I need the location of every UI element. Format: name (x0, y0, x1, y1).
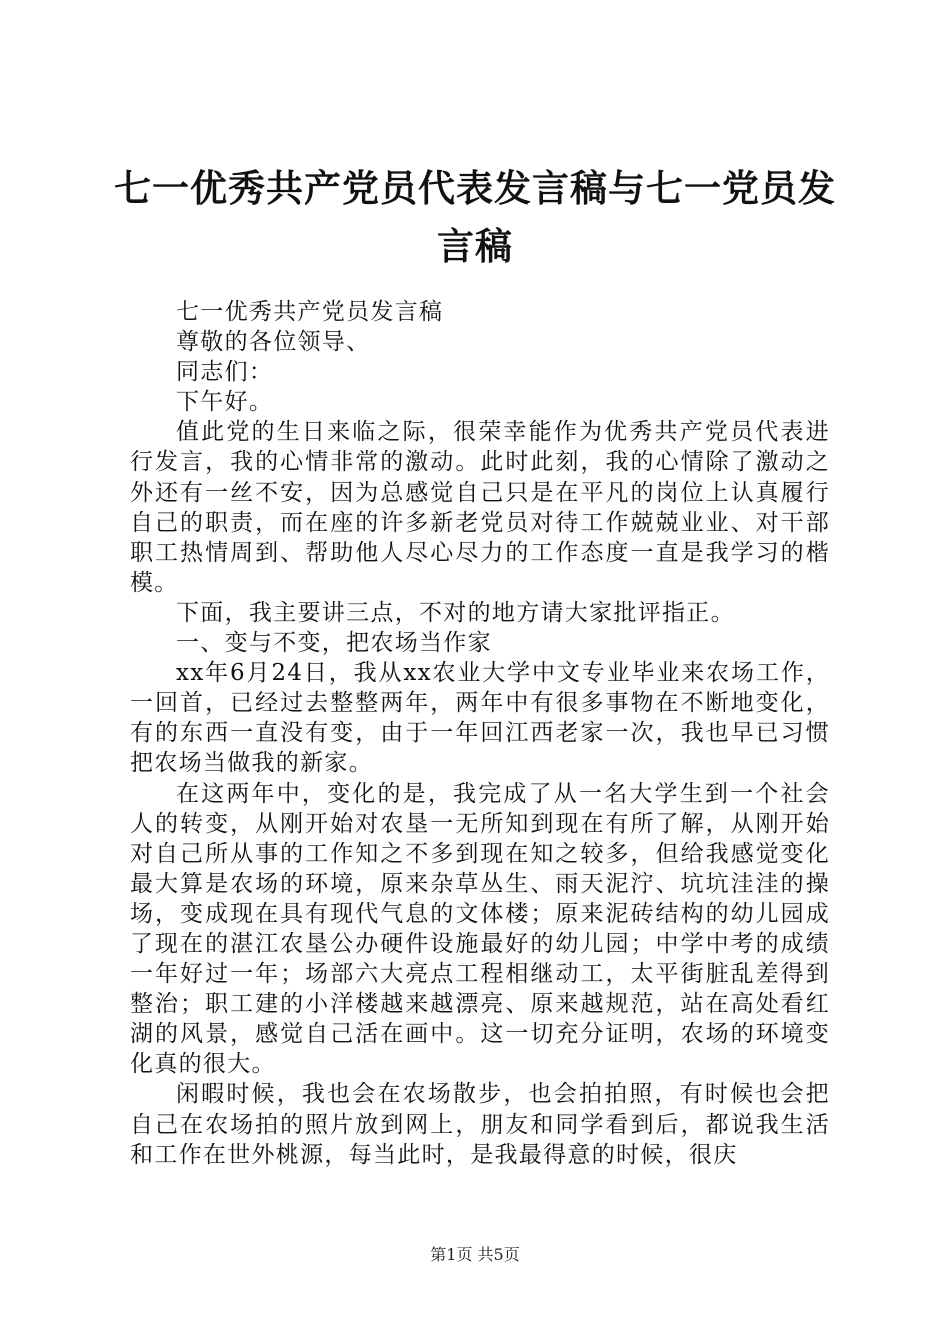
subtitle-paragraph: 七一优秀共产党员发言稿 (176, 299, 444, 325)
page-footer: 第1页 共5页 (430, 1245, 520, 1264)
document-title: 七一优秀共产党员代表发言稿与七一党员发言稿 (114, 167, 836, 268)
body-paragraph: xx年6月24日，我从xx农业大学中文专业毕业来农场工作，一回首，已经过去整整两年，两年中有很多事物在不断地变化，有的东西一直没有变，由于一年回江西老家一次，我也早已习惯把农场当做我的新家。 (130, 660, 830, 777)
body-paragraph: 闲暇时候，我也会在农场散步，也会拍拍照，有时候也会把自己在农场拍的照片放到网上，朋友和同学看到后，都说我生活和工作在世外桃源，每当此时，是我最得意的时候，很庆 (130, 1081, 830, 1168)
body-paragraph: 下面，我主要讲三点，不对的地方请大家批评指正。 (176, 599, 735, 626)
salutation-paragraph: 同志们： (176, 359, 274, 386)
section-heading: 一、变与不变，把农场当作家 (176, 630, 492, 657)
salutation-paragraph: 尊敬的各位领导、 (176, 329, 371, 356)
body-paragraph: 在这两年中，变化的是，我完成了从一名大学生到一个社会人的转变，从刚开始对农垦一无所知到现在有所了解，从刚开始对自己所从事的工作知之不多到现在知之较多，但给我感觉变化最大算是农场的环境，原来杂草丛生、雨天泥泞、坑坑洼洼的操场，变成现在具有现代气息的文体楼；原来泥砖结构的幼儿园成了现在的湛江农垦公办硬件设施最好的幼儿园；中学中考的成绩一年好过一年；场部六大亮点工程相继动工，太平街脏乱差得到整治；职工建的小洋楼越来越漂亮、原来越规范，站在高处看红湖的风景，感觉自己活在画中。这一切充分证明，农场的环境变化真的很大。 (130, 780, 830, 1078)
body-paragraph: 值此党的生日来临之际，很荣幸能作为优秀共产党员代表进行发言，我的心情非常的激动。此时此刻，我的心情除了激动之外还有一丝不安，因为总感觉自己只是在平凡的岗位上认真履行自己的职责，而在座的许多新老党员对待工作兢兢业业、对干部职工热情周到、帮助他人尽心尽力的工作态度一直是我学习的楷模。 (130, 419, 830, 596)
document-body (130, 297, 830, 1170)
greeting-paragraph: 下午好。 (176, 389, 274, 416)
